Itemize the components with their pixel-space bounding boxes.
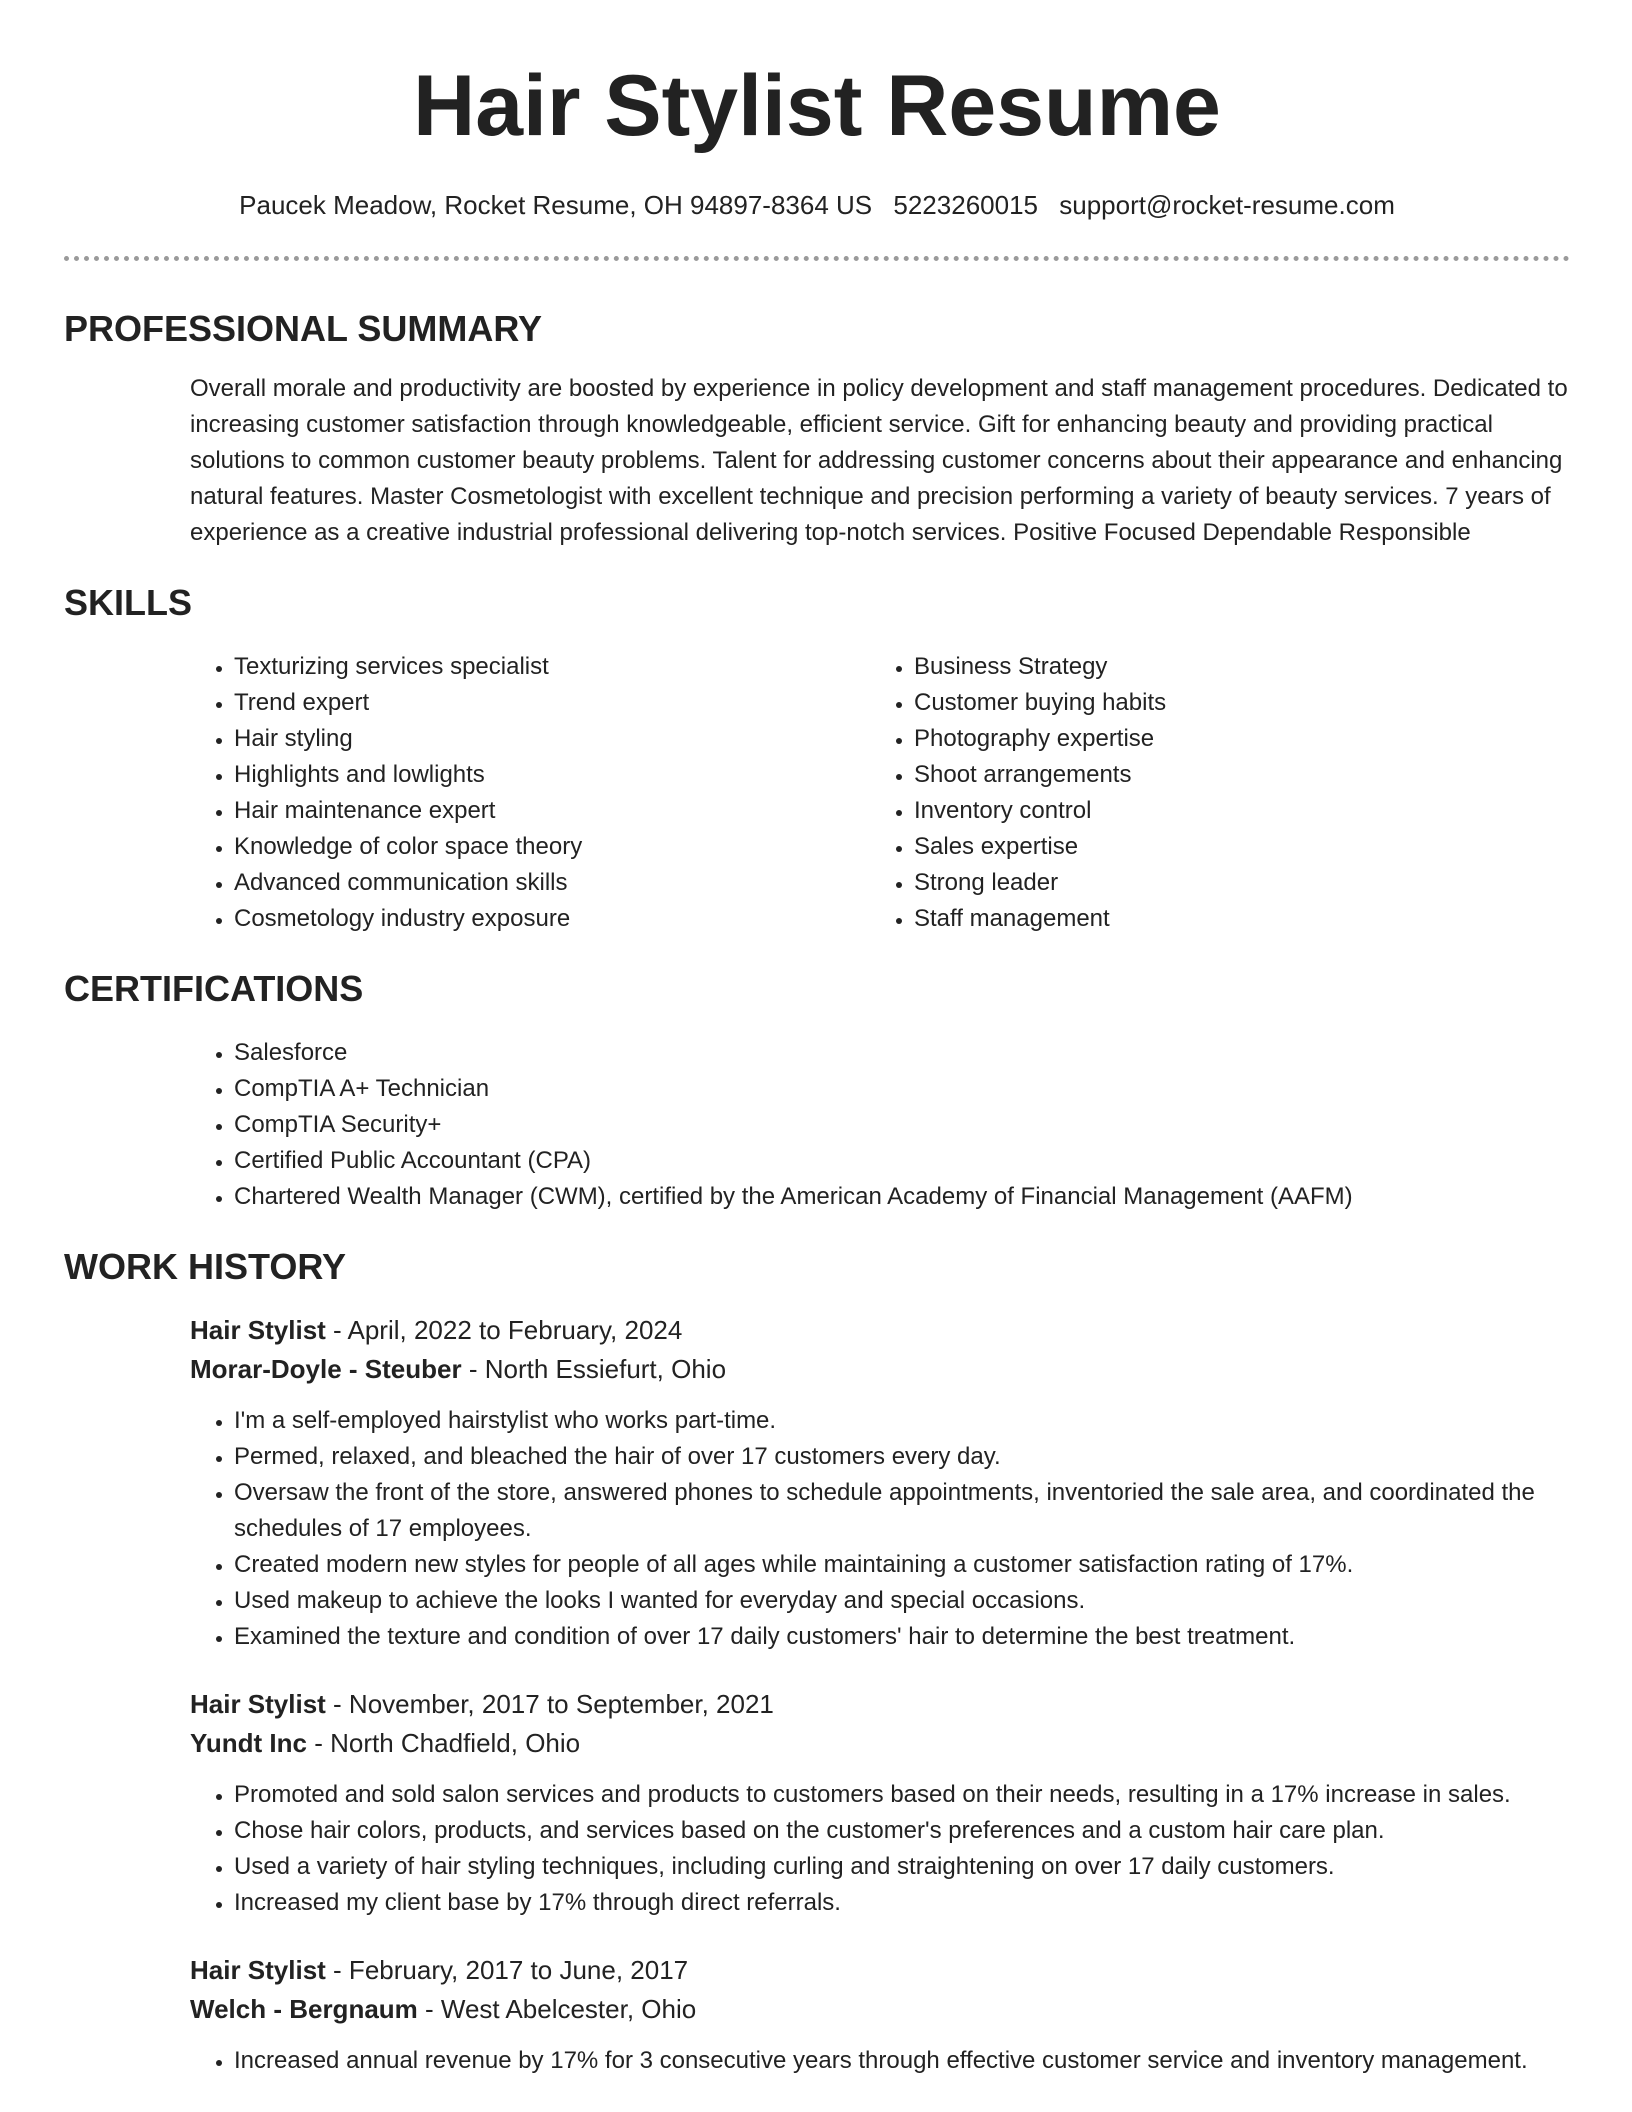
job-company-line — [190, 1990, 1570, 2029]
job-bullet: • Used a variety of hair styling techniques, including curling and straightening on over 17 daily customers. — [234, 1849, 1570, 1885]
skill-item: • Cosmetology industry exposure — [234, 901, 870, 937]
job-dates: - November, 2017 to September, 2021 — [325, 1689, 774, 1719]
contact-line — [64, 188, 1570, 222]
job-title-line — [190, 1951, 1570, 1990]
section-title-skills: SKILLS — [64, 582, 193, 623]
skills-columns — [190, 649, 1570, 937]
section-title-summary: PROFESSIONAL SUMMARY — [64, 308, 543, 349]
skill-item: • Customer buying habits — [914, 685, 1550, 721]
job-title-line — [190, 1311, 1570, 1350]
certification-item: • CompTIA Security+ — [234, 1107, 1570, 1143]
job-bullets — [190, 2043, 1570, 2079]
job-bullet: • Permed, relaxed, and bleached the hair of over 17 customers every day. — [234, 1439, 1570, 1475]
job-company-line — [190, 1724, 1570, 1763]
job-bullet: • Used makeup to achieve the looks I wanted for everyday and special occasions. — [234, 1583, 1570, 1619]
resume-title: Hair Stylist Resume — [413, 58, 1221, 154]
job-bullet: • Promoted and sold salon services and products to customers based on their needs, resulting in a 17% increase in sales. — [234, 1777, 1570, 1813]
job-bullets — [190, 1777, 1570, 1921]
section-title-work-history: WORK HISTORY — [64, 1246, 347, 1287]
certification-item: • Salesforce — [234, 1035, 1570, 1071]
job-location: - West Abelcester, Ohio — [417, 1994, 697, 2024]
job-dates: - April, 2022 to February, 2024 — [325, 1315, 683, 1345]
skill-item: • Shoot arrangements — [914, 757, 1550, 793]
skill-item: • Strong leader — [914, 865, 1550, 901]
certification-item: • Chartered Wealth Manager (CWM), certified by the American Academy of Financial Management (AAFM) — [234, 1179, 1570, 1215]
job-bullets — [190, 1403, 1570, 1655]
certifications-list-wrap — [190, 1035, 1570, 1215]
job-title: Hair Stylist — [190, 1689, 326, 1719]
resume-page — [64, 0, 1570, 2079]
summary-section — [64, 307, 1570, 551]
job-bullet: • Increased my client base by 17% through direct referrals. — [234, 1885, 1570, 1921]
job-company: Welch - Bergnaum — [190, 1994, 418, 2024]
skill-item: • Photography expertise — [914, 721, 1550, 757]
certifications-list — [190, 1035, 1570, 1215]
job-title: Hair Stylist — [190, 1315, 326, 1345]
job-bullet: • Oversaw the front of the store, answered phones to schedule appointments, inventoried the sale area, and coordinated the schedules of 17 employees. — [234, 1475, 1570, 1547]
job-company-line — [190, 1350, 1570, 1389]
skill-item: • Sales expertise — [914, 829, 1550, 865]
skills-column-right — [870, 649, 1550, 937]
certifications-section — [64, 967, 1570, 1215]
skill-item: • Inventory control — [914, 793, 1550, 829]
job-bullet: • I'm a self-employed hairstylist who works part-time. — [234, 1403, 1570, 1439]
job-bullet: • Examined the texture and condition of over 17 daily customers' hair to determine the best treatment. — [234, 1619, 1570, 1655]
job-entry — [190, 1951, 1570, 2079]
skill-item: • Business Strategy — [914, 649, 1550, 685]
certification-item: • CompTIA A+ Technician — [234, 1071, 1570, 1107]
job-location: - North Essiefurt, Ohio — [461, 1354, 727, 1384]
job-bullet: • Chose hair colors, products, and services based on the customer's preferences and a custom hair care plan. — [234, 1813, 1570, 1849]
skill-item: • Hair styling — [234, 721, 870, 757]
contact-phone: 5223260015 — [893, 190, 1038, 220]
skill-item: • Highlights and lowlights — [234, 757, 870, 793]
skill-item: • Trend expert — [234, 685, 870, 721]
job-company: Yundt Inc — [190, 1728, 307, 1758]
contact-address: Paucek Meadow, Rocket Resume, OH 94897-8364 US — [239, 190, 873, 220]
job-entry — [190, 1311, 1570, 1655]
job-title: Hair Stylist — [190, 1955, 326, 1985]
job-bullet: • Increased annual revenue by 17% for 3 consecutive years through effective customer service and inventory management. — [234, 2043, 1570, 2079]
section-title-certifications: CERTIFICATIONS — [64, 968, 364, 1009]
job-title-line — [190, 1685, 1570, 1724]
contact-email: support@rocket-resume.com — [1059, 190, 1395, 220]
skills-list-left — [190, 649, 870, 937]
skill-item: • Advanced communication skills — [234, 865, 870, 901]
job-entry — [190, 1685, 1570, 1921]
skills-column-left — [190, 649, 870, 937]
skill-item: • Hair maintenance expert — [234, 793, 870, 829]
skill-item: • Staff management — [914, 901, 1550, 937]
job-company: Morar-Doyle - Steuber — [190, 1354, 462, 1384]
skill-item: • Knowledge of color space theory — [234, 829, 870, 865]
skills-list-right — [870, 649, 1550, 937]
certification-item: • Certified Public Accountant (CPA) — [234, 1143, 1570, 1179]
job-bullet: • Created modern new styles for people of all ages while maintaining a customer satisfaction rating of 17%. — [234, 1547, 1570, 1583]
job-location: - North Chadfield, Ohio — [307, 1728, 581, 1758]
skill-item: • Texturizing services specialist — [234, 649, 870, 685]
summary-text: Overall morale and productivity are boosted by experience in policy development and staff management procedures. Dedicated to increasing customer satisfaction through knowledgeable, efficient service. Gift for enhancing beauty and providing practical solutions to common customer beauty problems. Talent for addressing customer concerns about their appearance and enhancing natural features. Master Cosmetologist with excellent technique and precision performing a variety of beauty services. 7 years of experience as a creative industrial professional delivering top-notch services. Positive Focused Dependable Responsible — [190, 375, 1568, 546]
job-dates: - February, 2017 to June, 2017 — [325, 1955, 689, 1985]
skills-section — [64, 581, 1570, 937]
header-divider — [64, 256, 1570, 261]
work-history-section — [64, 1245, 1570, 2079]
